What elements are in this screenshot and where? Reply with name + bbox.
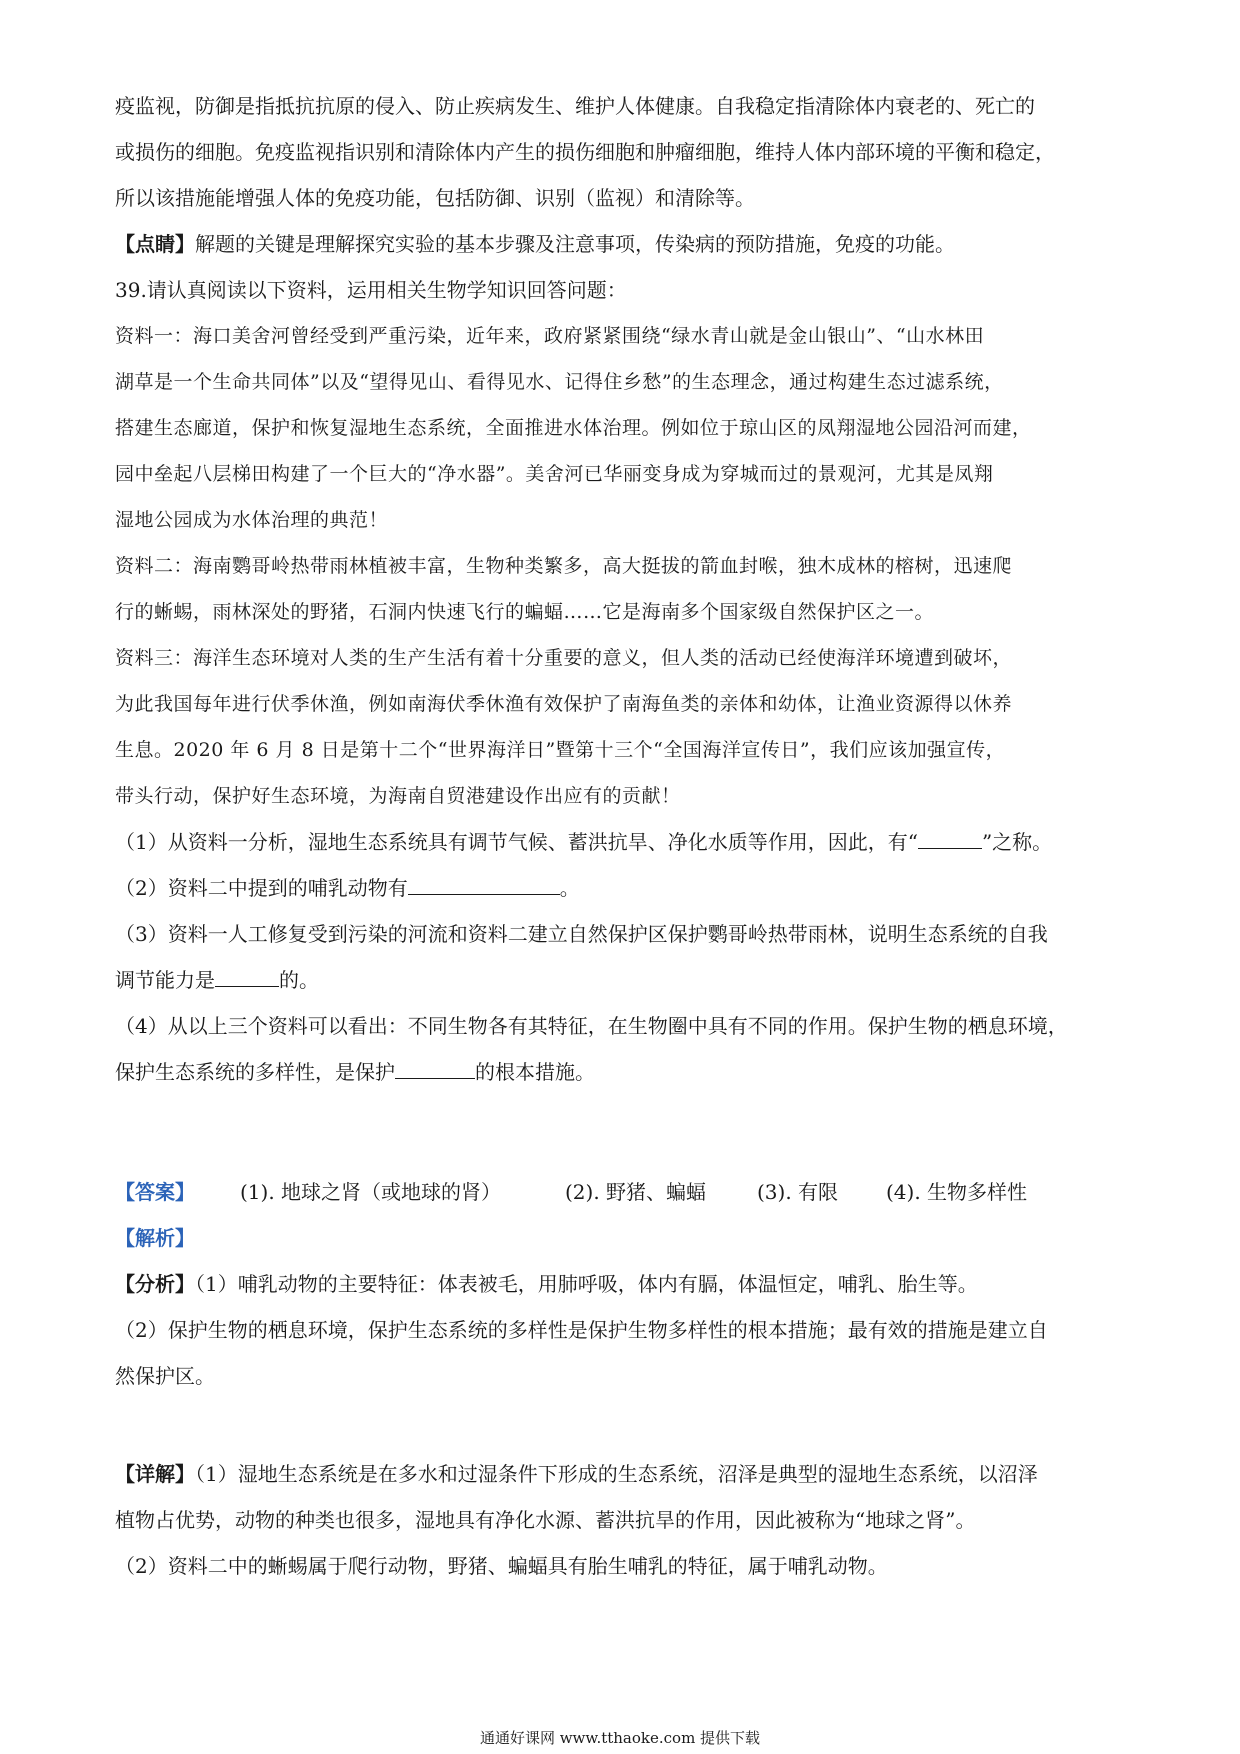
sub-question-3-cont: 调节能力是 的。 — [115, 968, 319, 992]
material-line: 生息。2020 年 6 月 8 日是第十二个“世界海洋日”暨第十三个“全国海洋宣传日”，我们应该加强宣传， — [115, 739, 1006, 761]
material-line: 行的蜥蜴，雨林深处的野猪，石洞内快速飞行的蝙蝠……它是海南多个国家级自然保护区之一。 — [115, 601, 935, 623]
jiexi-tag-line — [115, 1224, 1130, 1252]
fenxi-line: 然保护区。 — [115, 1364, 215, 1388]
paragraph-line: 或损伤的细胞。免疫监视指识别和清除体内产生的损伤细胞和肿瘤细胞，维持人体内部环境的平衡和稳定， — [115, 140, 1055, 164]
answer-item: (4). 生物多样性 — [886, 1180, 1028, 1204]
dianjing-text: 解题的关键是理解探究实验的基本步骤及注意事项，传染病的预防措施，免疫的功能。 — [195, 232, 955, 256]
sub-question-3: （3）资料一人工修复受到污染的河流和资料二建立自然保护区保护鹦哥岭热带雨林，说明生态系统的自我 — [115, 922, 1048, 946]
answer-blank[interactable] — [215, 968, 279, 987]
material-line: 资料二：海南鹦哥岭热带雨林植被丰富，生物种类繁多，高大挺拔的箭血封喉，独木成林的榕树，迅速爬 — [115, 555, 1013, 577]
material-line: 搭建生态廊道，保护和恢复湿地生态系统，全面推进水体治理。例如位于琼山区的凤翔湿地公园沿河而建， — [115, 417, 1032, 439]
sub-question-2: （2）资料二中提到的哺乳动物有 。 — [115, 876, 580, 900]
fenxi-line: （2）保护生物的栖息环境，保护生态系统的多样性是保护生物多样性的根本措施；最有效的措施是建立自 — [115, 1318, 1048, 1342]
answer-item: (1). 地球之肾（或地球的肾） — [240, 1180, 502, 1204]
xiangjie-line: （2）资料二中的蜥蜴属于爬行动物，野猪、蝙蝠具有胎生哺乳的特征，属于哺乳动物。 — [115, 1554, 888, 1578]
answer-item: (3). 有限 — [757, 1180, 839, 1204]
dianjing-line — [115, 230, 1130, 258]
fenxi-line: 【分析】（1）哺乳动物的主要特征：体表被毛，用肺呼吸，体内有膈，体温恒定，哺乳、胎生等。 — [115, 1272, 978, 1296]
dianjing-tag: 【点睛】 — [115, 232, 195, 256]
paragraph-line: 所以该措施能增强人体的免疫功能，包括防御、识别（监视）和清除等。 — [115, 186, 755, 210]
question-intro: 39.请认真阅读以下资料，运用相关生物学知识回答问题： — [115, 278, 627, 302]
sub-question-1: （1）从资料一分析，湿地生态系统具有调节气候、蓄洪抗旱、净化水质等作用，因此，有“ ”之称。 — [115, 830, 1053, 854]
xiangjie-line: 植物占优势，动物的种类也很多，湿地具有净化水源、蓄洪抗旱的作用，因此被称为“地球之肾”。 — [115, 1508, 976, 1532]
answer-blank[interactable] — [918, 830, 982, 849]
material-line: 园中垒起八层梯田构建了一个巨大的“净水器”。美舍河已华丽变身成为穿城而过的景观河，尤其是凤翔 — [115, 463, 994, 485]
material-line: 为此我国每年进行伏季休渔，例如南海伏季休渔有效保护了南海鱼类的亲体和幼体，让渔业资源得以休养 — [115, 693, 1013, 715]
jiexi-tag: 【解析】 — [115, 1226, 195, 1250]
paragraph-line: 疫监视，防御是指抵抗抗原的侵入、防止疾病发生、维护人体健康。自我稳定指清除体内衰老的、死亡的 — [115, 94, 1035, 118]
answer-tag: 【答案】 — [115, 1180, 195, 1204]
material-line: 资料一：海口美舍河曾经受到严重污染，近年来，政府紧紧围绕“绿水青山就是金山银山”、“山水林田 — [115, 325, 985, 347]
material-line: 湖草是一个生命共同体”以及“望得见山、看得见水、记得住乡愁”的生态理念，通过构建生态过滤系统， — [115, 371, 1004, 393]
material-line: 资料三：海洋生态环境对人类的生产生活有着十分重要的意义，但人类的活动已经使海洋环境遭到破坏， — [115, 647, 1013, 669]
answer-blank[interactable] — [408, 876, 560, 895]
xiangjie-line: 【详解】（1）湿地生态系统是在多水和过湿条件下形成的生态系统，沼泽是典型的湿地生态系统，以沼泽 — [115, 1462, 1038, 1486]
material-line: 湿地公园成为水体治理的典范！ — [115, 509, 389, 531]
xiangjie-tag: 【详解】 — [115, 1462, 195, 1486]
answer-item: (2). 野猪、蝙蝠 — [565, 1180, 707, 1204]
material-line: 带头行动，保护好生态环境，为海南自贸港建设作出应有的贡献！ — [115, 785, 681, 807]
answer-blank[interactable] — [395, 1060, 475, 1079]
fenxi-tag: 【分析】 — [115, 1272, 195, 1296]
sub-question-4: （4）从以上三个资料可以看出：不同生物各有其特征，在生物圈中具有不同的作用。保护生物的栖息环境， — [115, 1014, 1068, 1038]
sub-question-4-cont: 保护生态系统的多样性，是保护 的根本措施。 — [115, 1060, 595, 1084]
page-footer: 通通好课网 www.tthaoke.com 提供下载 — [479, 1729, 761, 1747]
